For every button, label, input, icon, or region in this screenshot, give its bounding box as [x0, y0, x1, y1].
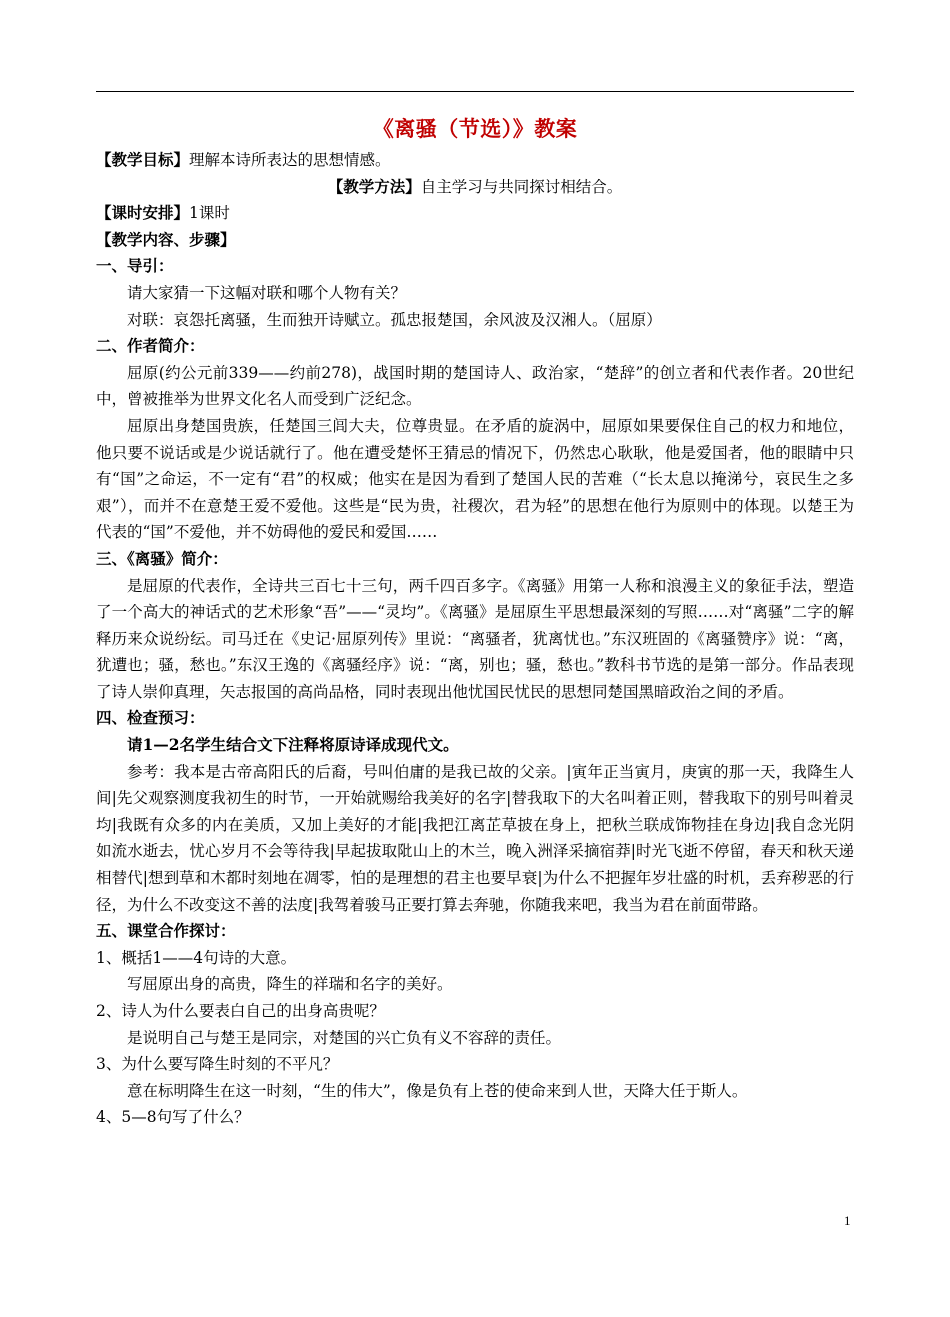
document-title: 《离骚（节选）》教案 — [372, 116, 578, 141]
schedule-line — [96, 200, 854, 227]
content-heading: 【教学内容、步骤】 — [96, 229, 236, 249]
paragraph: 是屈原的代表作，全诗共三百七十三句，两千四百多字。《离骚》用第一人称和浪漫主义的象征手法，塑造了一个高大的神话式的艺术形象“吾”——“灵均”。《离骚》是屈原生平思想最深刻的写照……对“离骚”二字的解释历来众说纷纭。司马迁在《史记·屈原列传》里说：“离骚者，犹离忧也。”东汉班固的《离骚赞序》说：“离，犹遭也；骚，愁也。”东汉王逸的《离骚经序》说：“离，别也；骚，愁也。”教科书节选的是第一部分。作品表现了诗人崇仰真理，矢志报国的高尚品格，同时表现出他忧国民忧民的思想同楚国黑暗政治之间的矛盾。 — [96, 576, 854, 701]
page-number: 1 — [844, 1213, 851, 1228]
document-body — [96, 113, 854, 1131]
discussion-answer: 是说明自己与楚王是同宗，对楚国的兴亡负有义不容辞的责任。 — [127, 1028, 562, 1047]
discussion-question: 3、为什么要写降生时刻的不平凡？ — [96, 1055, 339, 1074]
header-rule — [96, 91, 854, 92]
discussion-answer: 意在标明降生在这一时刻，“生的伟大”，像是负有上苍的使命来到人世，天降大任于斯人。 — [127, 1081, 748, 1100]
paragraph: 屈原出身楚国贵族，任楚国三闾大夫，位尊贵显。在矛盾的旋涡中，屈原如果要保住自己的权力和地位，他只要不说话或是少说话就行了。他在遭受楚怀王猜忌的情况下，仍然忠心耿耿，他是爱国者，他的眼睛中只有“国”之命运，不一定有“君”的权威；他实在是因为看到了楚国人民的苦难（“长太息以掩涕兮，哀民生之多艰”），而并不在意楚王爱不爱他。这些是“民为贵，社稷次，君为轻”的思想在他行为原则中的体现。以楚王为代表的“国”不爱他，并不妨碍他的爱民和爱国…… — [96, 416, 854, 542]
discussion-question: 2、诗人为什么要表白自己的出身高贵呢？ — [96, 1002, 385, 1020]
discussion-question: 4、5—8句写了什么？ — [96, 1108, 250, 1127]
objective-label: 【教学目标】 — [96, 150, 190, 169]
objective-text: 理解本诗所表达的思想情感。 — [189, 151, 391, 169]
method-text: 自主学习与共同探讨相结合。 — [420, 177, 623, 196]
objective-line — [96, 147, 854, 174]
method-label: 【教学方法】 — [327, 176, 421, 196]
schedule-text: 1课时 — [189, 204, 230, 223]
section-heading: 四、检查预习： — [96, 708, 205, 728]
intro-question: 请大家猜一下这幅对联和哪个人物有关？ — [127, 283, 407, 302]
schedule-label: 【课时安排】 — [96, 203, 190, 223]
translation-reference: 参考：我本是古帝高阳氏的后裔，号叫伯庸的是我已故的父亲。|寅年正当寅月，庚寅的那一天，我降生人间|先父观察测度我初生的时节，一开始就赐给我美好的名字|替我取下的大名叫着正则，替我取下的别号叫着灵均|我既有众多的内在美质，又加上美好的才能|我把江离芷草披在身上，把秋兰联成饰物挂在身边|我自念光阴如流水逝去，忧心岁月不会等待我|早起拔取阰山上的木兰，晚入洲泽采摘宿莽|时光飞逝不停留，春天和秋天递相替代|想到草和木都时刻地在凋零，怕的是理想的君主也要早衰|为什么不把握年岁壮盛的时机，丢弃秽恶的行径，为什么不改变这不善的法度|我驾着骏马正要打算去奔驰，你随我来吧，我当为君在前面带路。 — [96, 762, 854, 914]
couplet-line: 对联：哀怨托离骚，生而独开诗赋立。孤忠报楚国，余风波及汉湘人。（屈原） — [127, 310, 662, 329]
section-heading: 二、作者简介： — [96, 336, 205, 356]
paragraph: 屈原(约公元前339——约前278)，战国时期的楚国诗人、政治家，“楚辞”的创立者和代表作者。20世纪中，曾被推举为世界文化名人而受到广泛纪念。 — [96, 363, 854, 409]
section-heading: 三、《离骚》简介： — [96, 548, 228, 568]
method-line — [96, 174, 854, 201]
preview-instruction: 请1—2名学生结合文下注释将原诗译成现代文。 — [127, 735, 459, 755]
discussion-question: 1、概括1——4句诗的大意。 — [96, 948, 297, 967]
discussion-answer: 写屈原出身的高贵，降生的祥瑞和名字的美好。 — [127, 975, 453, 994]
section-heading: 五、课堂合作探讨： — [96, 921, 236, 941]
section-heading: 一、导引： — [96, 256, 174, 276]
